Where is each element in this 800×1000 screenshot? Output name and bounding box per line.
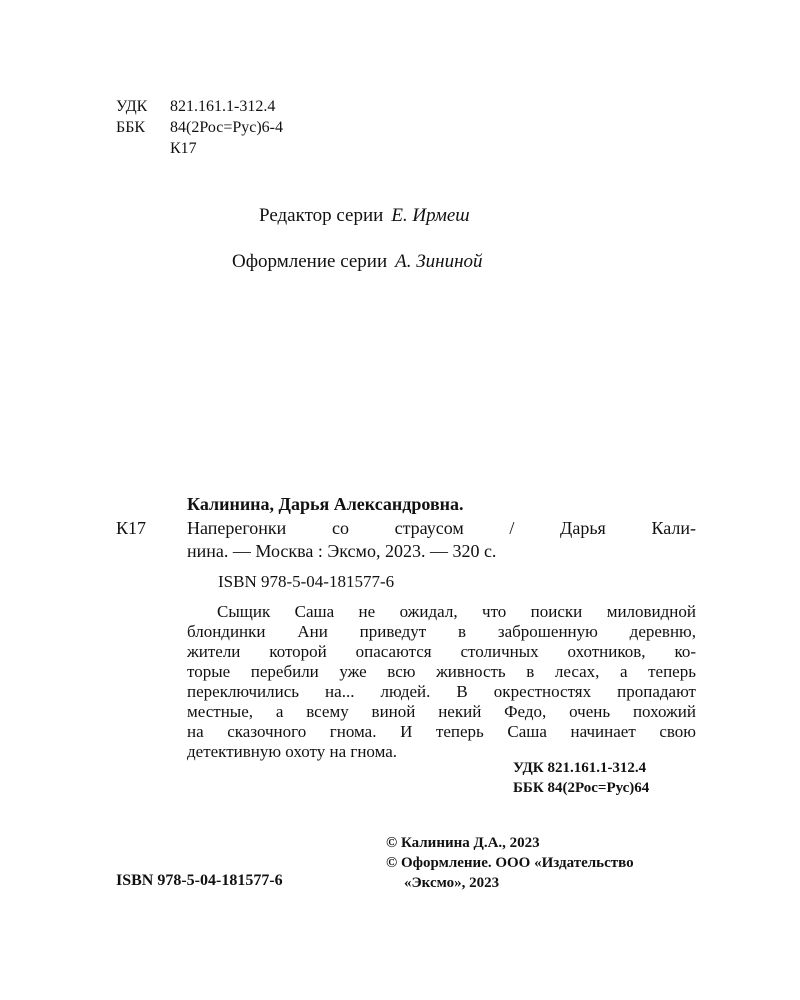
copyright-design-line-2: «Эксмо», 2023	[404, 875, 500, 891]
copyright-block	[386, 833, 634, 893]
annotation-line: переключились на... людей. В окрестностях пропадают	[187, 682, 696, 701]
series-design-name: А. Зининой	[395, 251, 483, 272]
annotation-line: торые перебили уже всю живность в лесах, а теперь	[187, 662, 696, 681]
bbk-card: ББК 84(2Рос=Рус)64	[513, 780, 650, 796]
title-line-1: Наперегонки со страусом / Дарья Кали-	[187, 518, 696, 538]
series-design-credit	[232, 251, 483, 273]
series-editor-name: Е. Ирмеш	[391, 205, 470, 226]
annotation-line: жители которой опасаются столичных охотников, ко-	[187, 642, 696, 661]
udk-value: 821.161.1-312.4	[170, 98, 276, 115]
title-line-2: нина. — Москва : Эксмо, 2023. — 320 с.	[187, 541, 497, 561]
author-mark-top: К17	[170, 140, 197, 157]
annotation-line: блондинки Ани приведут в заброшенную деревню,	[187, 622, 696, 641]
author-heading: Калинина, Дарья Александровна.	[187, 494, 464, 514]
author-mark-card: К17	[116, 518, 147, 538]
classification-block-top	[116, 96, 283, 159]
isbn-footer: ISBN 978-5-04-181577-6	[116, 872, 283, 889]
author-mark-line	[116, 138, 283, 159]
bbk-line	[116, 117, 283, 138]
annotation-line: на сказочного гнома. И теперь Саша начинает свою	[187, 722, 696, 741]
annotation-line: местные, а всему виной некий Федо, очень похожий	[187, 702, 696, 721]
classification-block-card	[513, 758, 649, 798]
bbk-label: ББК	[116, 119, 146, 136]
copyright-author: © Калинина Д.А., 2023	[386, 835, 540, 851]
series-editor-credit	[259, 205, 470, 227]
series-editor-label: Редактор серии	[259, 205, 384, 226]
bbk-value: 84(2Рос=Рус)6-4	[170, 119, 284, 136]
udk-label: УДК	[116, 98, 148, 115]
series-design-label: Оформление серии	[232, 251, 388, 272]
annotation-line: детективную охоту на гнома.	[187, 742, 398, 761]
udk-card: УДК 821.161.1-312.4	[513, 760, 647, 776]
annotation	[187, 602, 696, 762]
udk-line	[116, 96, 283, 117]
annotation-line: Сыщик Саша не ожидал, что поиски миловидной	[217, 602, 696, 621]
copyright-design-line-1: © Оформление. ООО «Издательство	[386, 855, 634, 871]
isbn-card: ISBN 978-5-04-181577-6	[218, 572, 395, 591]
